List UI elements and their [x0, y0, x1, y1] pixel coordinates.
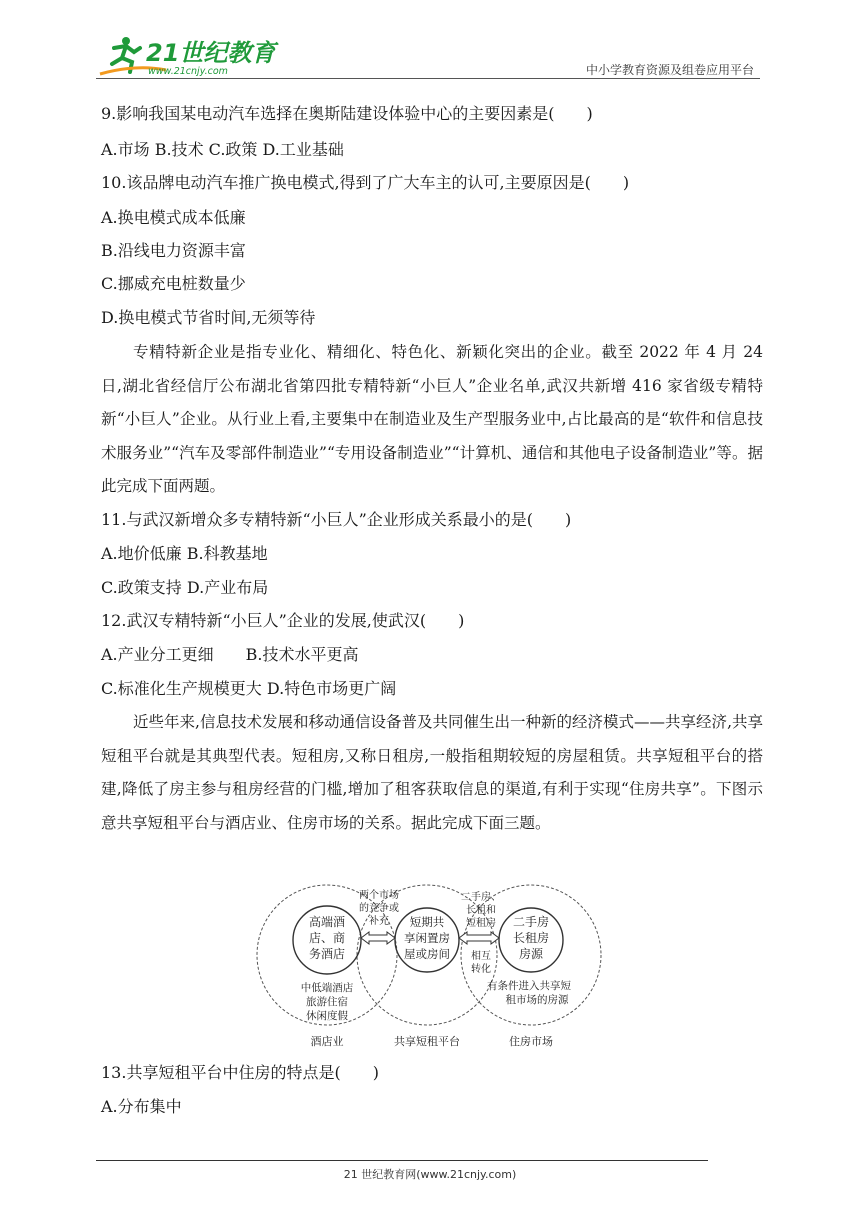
- question-13: 13.共享短租平台中住房的特点是( ): [101, 1063, 379, 1082]
- right-inner-line-3: 房源: [518, 947, 544, 961]
- right-bottom-line-1: 有条件进入共享短: [487, 980, 571, 992]
- question-11-options-cd: C.政策支持 D.产业布局: [101, 578, 269, 597]
- question-11: 11.与武汉新增众多专精特新“小巨人”企业形成关系最小的是( ): [101, 510, 572, 529]
- platform-name: 中小学教育资源及组卷应用平台: [585, 63, 754, 77]
- left-inner-line-1: 高端酒: [308, 915, 346, 929]
- left-inner-line-3: 务酒店: [308, 947, 346, 961]
- question-10-option-d: D.换电模式节省时间,无须等待: [101, 308, 316, 327]
- question-11-options-ab: A.地价低廉 B.科教基地: [101, 544, 268, 563]
- question-10-option-c: C.挪威充电桩数量少: [101, 274, 246, 293]
- question-12-options-ab: A.产业分工更细 B.技术水平更高: [101, 645, 359, 664]
- question-10-option-a: A.换电模式成本低廉: [101, 208, 246, 227]
- conversion-line-1: 相互: [471, 951, 491, 962]
- page-footer: 21 世纪教育网(www.21cnjy.com): [343, 1168, 517, 1181]
- left-bottom-line-3: 休闲度假: [306, 1010, 348, 1022]
- question-10: 10.该品牌电动汽车推广换电模式,得到了广大车主的认可,主要原因是( ): [101, 173, 630, 192]
- svg-text:www.21cnjy.com: www.21cnjy.com: [148, 66, 228, 77]
- left-double-arrow: [361, 932, 395, 944]
- question-13-option-a: A.分布集中: [101, 1097, 182, 1116]
- mid-top-line-2: 的竞争或: [359, 903, 399, 914]
- left-bottom-line-1: 中低端酒店: [300, 982, 354, 994]
- right-inner-line-2: 长租房: [512, 931, 550, 945]
- site-logo: [96, 34, 286, 78]
- page-header: [96, 34, 760, 78]
- right-top-line-1: 二手房、: [461, 892, 501, 903]
- right-bottom-line-2: 租市场的房源: [505, 994, 569, 1006]
- mid-inner-line-3: 屋或房间: [404, 947, 450, 961]
- mid-inner-line-1: 短期共: [409, 915, 445, 929]
- right-double-arrow: [459, 932, 499, 944]
- runner-logo-icon: [96, 34, 286, 78]
- left-bottom-line-2: 旅游住宿: [306, 996, 348, 1008]
- question-9: 9.影响我国某电动汽车选择在奥斯陆建设体验中心的主要因素是( ): [101, 104, 593, 123]
- question-12-options-cd: C.标准化生产规模更大 D.特色市场更广阔: [101, 679, 397, 698]
- svg-text:21世纪教育: 21世纪教育: [146, 39, 276, 67]
- relationship-diagram: [255, 878, 605, 1050]
- passage-sharing-economy: 近些年来,信息技术发展和移动通信设备普及共同催生出一种新的经济模式——共享经济,共享短租平台就是其典型代表。短租房,又称日租房,一般指租期较短的房屋租赁。共享短租平台的搭建,降低了房主参与租房经营的门槛,增加了租客获取信息的渠道,有利于实现“住房共享”。下图示意共享短租平台与酒店业、住房市场的关系。据此完成下面三题。: [101, 713, 763, 832]
- left-inner-line-2: 店、商: [308, 931, 346, 945]
- mid-inner-line-2: 享闲置房: [404, 931, 450, 945]
- question-9-options: A.市场 B.技术 C.政策 D.工业基础: [101, 140, 344, 159]
- header-divider: [96, 78, 760, 79]
- label-sharing-platform: 共享短租平台: [394, 1035, 460, 1048]
- mid-top-line-1: 两个市场: [359, 890, 399, 901]
- question-10-option-b: B.沿线电力资源丰富: [101, 241, 246, 260]
- passage-specialized-enterprises: 专精特新企业是指专业化、精细化、特色化、新颖化突出的企业。截至 2022 年 4 月 24 日,湖北省经信厅公布湖北省第四批专精特新“小巨人”企业名单,武汉共新增 416 家省级专精特新“小巨人”企业。从行业上看,主要集中在制造业及生产型服务业中,占比最高的是“软件和信息技术服务业”“汽车及零部件制造业”“专用设备制造业”“计算机、通信和其他电子设备制造业”等。据此完成下面两题。: [101, 343, 763, 495]
- right-inner-line-1: 二手房: [512, 915, 550, 929]
- right-top-line-3: 短租房: [466, 918, 496, 929]
- conversion-line-2: 转化: [471, 964, 491, 975]
- footer-divider: [96, 1160, 708, 1161]
- label-housing-market: 住房市场: [509, 1035, 553, 1048]
- question-12: 12.武汉专精特新“小巨人”企业的发展,使武汉( ): [101, 611, 465, 630]
- label-hotel-industry: 酒店业: [310, 1035, 344, 1048]
- right-top-line-2: 长租和: [466, 905, 496, 916]
- mid-top-line-3: 补充: [369, 916, 389, 927]
